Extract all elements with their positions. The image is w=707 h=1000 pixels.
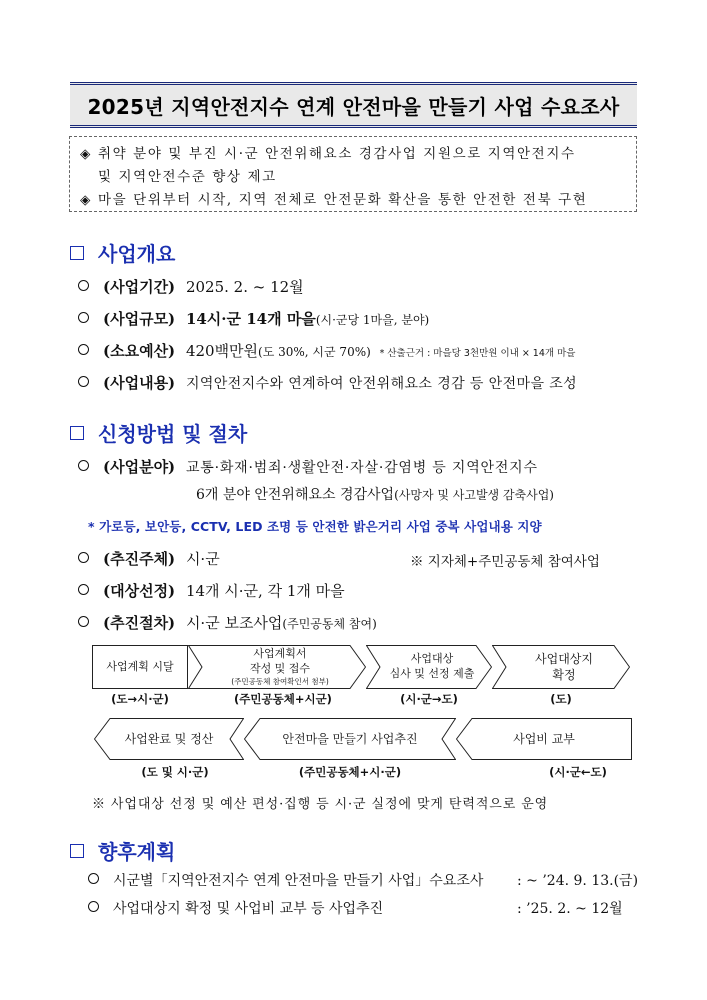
summary-line-2: 및 지역안전수준 향상 제고 xyxy=(98,169,277,185)
plan-date: : ~ ’24. 9. 13.(금) xyxy=(517,873,639,889)
circle-bullet-icon xyxy=(78,280,89,291)
summary-text: 취약 분야 및 부진 시·군 안전위해요소 경감사업 지원으로 지역안전지수 xyxy=(98,146,576,162)
circle-bullet-icon xyxy=(78,460,89,471)
flow-step-actor: (주민공동체+시·군) xyxy=(298,765,402,779)
row-value: 6개 분야 안전위해요소 경감사업 xyxy=(196,487,395,503)
plan-text: 시군별「지역안전지수 연계 안전마을 만들기 사업」수요조사 xyxy=(113,873,484,889)
plan-item-2 xyxy=(88,898,383,918)
flow-step-actor: (주민공동체+시군) xyxy=(234,692,332,706)
flow-step-3 xyxy=(366,645,492,689)
summary-text: 마을 단위부터 시작, 지역 전체로 안전문화 확산을 통한 안전한 전북 구현 xyxy=(98,192,588,208)
row-value: 14개 시·군, 각 1개 마을 xyxy=(185,582,345,600)
circle-bullet-icon xyxy=(78,552,89,563)
plan-item-1 xyxy=(88,870,483,890)
row-label: (사업기간) xyxy=(103,278,176,296)
square-bullet-icon xyxy=(70,844,84,858)
row-value: 시·군 xyxy=(185,550,220,568)
circle-bullet-icon xyxy=(78,584,89,595)
overview-scale-row xyxy=(78,308,429,329)
flow-step-actor: (도) xyxy=(550,692,572,706)
circle-bullet-icon xyxy=(88,873,99,884)
row-note: (도 30%, 시군 70%) xyxy=(258,345,371,359)
method-agent-row xyxy=(78,548,220,569)
circle-bullet-icon xyxy=(88,901,99,912)
flow-step-subnote: (주민공동체 참여확인서 첨부) xyxy=(231,676,329,686)
flow-step-label: 사업완료 및 정산 xyxy=(124,731,214,746)
row-note: (사망자 및 사고발생 감축사업) xyxy=(394,488,554,502)
page-title: 2025년 지역안전지수 연계 안전마을 만들기 사업 수요조사 xyxy=(87,94,620,119)
method-target-row xyxy=(78,580,345,601)
flow-step-label: 사업비 교부 xyxy=(513,731,575,746)
highlight-note: * 가로등, 보안등, CCTV, LED 조명 등 안전한 밝은거리 사업 중복 사업내용 지양 xyxy=(88,519,542,534)
flow-step-1 xyxy=(92,645,188,689)
section-title: 신청방법 및 절차 xyxy=(98,422,248,446)
flow-step-label: 안전마을 만들기 사업추진 xyxy=(282,731,418,746)
summary-line-3 xyxy=(80,188,587,208)
circle-bullet-icon xyxy=(78,312,89,323)
row-value: 시·군 보조사업 xyxy=(185,614,283,632)
circle-bullet-icon xyxy=(78,376,89,387)
flow-step-line: 작성 및 접수 xyxy=(249,661,311,675)
flow-step-actor: (도 및 시·군) xyxy=(141,765,209,779)
title-banner xyxy=(70,82,637,128)
square-bullet-icon xyxy=(70,246,84,260)
section-heading-overview xyxy=(70,238,175,267)
flow-step-label xyxy=(529,651,593,683)
flow-step-line: 사업대상 xyxy=(410,652,454,666)
flow-step-5 xyxy=(456,718,632,760)
diamond-bullet-icon: ◈ xyxy=(80,146,92,162)
circle-bullet-icon xyxy=(78,344,89,355)
overview-budget-row xyxy=(78,340,575,361)
section-title: 사업개요 xyxy=(98,242,176,266)
row-value: 14시·군 14개 마을 xyxy=(185,310,316,328)
flow-step-line: 확정 xyxy=(552,668,576,682)
flow-note: ※ 사업대상 선정 및 예산 편성·집행 등 시·군 실정에 맞게 탄력적으로 운영 xyxy=(92,797,549,812)
square-bullet-icon xyxy=(70,426,84,440)
circle-bullet-icon xyxy=(78,616,89,627)
row-label: (사업내용) xyxy=(103,374,176,392)
overview-content-row xyxy=(78,372,577,393)
method-proc-row xyxy=(78,612,377,633)
method-field-row xyxy=(78,456,538,477)
overview-period-row xyxy=(78,276,304,297)
method-field-row-2 xyxy=(196,484,554,504)
row-value: 교통·화재·범죄·생활안전·자살·감염병 등 지역안전지수 xyxy=(185,460,538,476)
flow-step-4 xyxy=(492,645,630,689)
flow-step-actor: (시·군←도) xyxy=(549,765,607,779)
row-note: (시·군당 1마을, 분야) xyxy=(315,313,430,327)
row-value: 지역안전지수와 연계하여 안전위해요소 경감 등 안전마을 조성 xyxy=(185,376,578,392)
flow-step-7 xyxy=(94,718,244,760)
flow-step-6 xyxy=(244,718,456,760)
row-label: (사업분야) xyxy=(103,458,176,476)
row-label: (사업규모) xyxy=(103,310,176,328)
section-title: 향후계획 xyxy=(98,840,176,864)
flow-step-actor: (시·군→도) xyxy=(400,692,458,706)
section-heading-plan xyxy=(70,836,175,865)
agent-note: ※ 지자체+주민공동체 참여사업 xyxy=(410,554,600,570)
diamond-bullet-icon: ◈ xyxy=(80,192,92,208)
row-note: (주민공동체 참여) xyxy=(282,617,377,631)
row-label: (추진절차) xyxy=(103,614,176,632)
row-label: (추진주체) xyxy=(103,550,176,568)
flow-step-label: 사업계획 시달 xyxy=(106,659,174,673)
flow-step-label xyxy=(384,652,475,682)
section-heading-method xyxy=(70,418,247,447)
flow-step-label xyxy=(225,647,329,687)
flow-step-line: 사업대상지 xyxy=(535,651,593,666)
summary-line-1 xyxy=(80,142,576,162)
flow-step-actor: (도→시·군) xyxy=(111,692,169,706)
row-label: (소요예산) xyxy=(103,342,176,360)
row-label: (대상선정) xyxy=(103,582,176,600)
budget-basis-note: * 산출근거 : 마을당 3천만원 이내 × 14개 마을 xyxy=(379,348,576,359)
plan-text: 사업대상지 확정 및 사업비 교부 등 사업추진 xyxy=(113,901,384,917)
flow-step-2 xyxy=(188,645,366,689)
plan-date: : ’25. 2. ~ 12월 xyxy=(517,901,623,917)
flow-step-line: 사업계획서 xyxy=(253,647,307,661)
row-value: 420백만원 xyxy=(185,342,259,360)
summary-box xyxy=(69,136,637,212)
flow-step-line: 심사 및 선정 제출 xyxy=(389,667,475,680)
row-value: 2025. 2. ~ 12월 xyxy=(185,278,304,296)
